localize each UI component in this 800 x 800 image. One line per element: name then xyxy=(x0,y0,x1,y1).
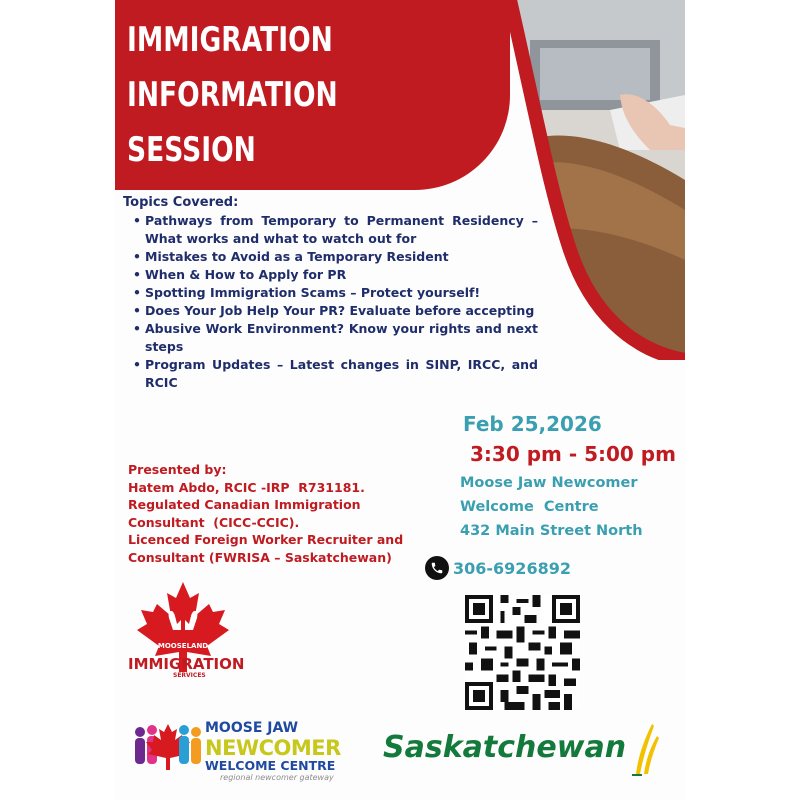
presented-by-label: Presented by: xyxy=(128,462,227,477)
topic-item: • Pathways from Temporary to Permanent Residency – What works and what to watch out for xyxy=(133,212,538,248)
venue-line-2: Welcome Centre xyxy=(460,499,599,515)
saskatchewan-wordmark: Saskatchewan xyxy=(383,730,627,765)
presenter-info xyxy=(128,461,403,566)
flyer xyxy=(115,0,685,800)
venue-line-1: Moose Jaw Newcomer xyxy=(460,475,638,491)
phone-contact xyxy=(425,556,571,580)
nwc-line-2: NEWCOMER xyxy=(205,736,341,760)
topic-item: • When & How to Apply for PR xyxy=(133,266,538,284)
nwc-line-4: regional newcomer gateway xyxy=(220,773,334,782)
phone-number[interactable]: 306-6926892 xyxy=(453,558,571,578)
event-time: 3:30 pm - 5:00 pm xyxy=(470,442,676,466)
nwc-line-3: WELCOME CENTRE xyxy=(205,758,336,773)
title-line-1: IMMIGRATION xyxy=(127,20,333,60)
event-date: Feb 25,2026 xyxy=(463,412,602,436)
title-banner xyxy=(115,0,510,190)
venue-line-3: 432 Main Street North xyxy=(460,523,643,539)
presenter-credential-2: Consultant (CICC-CCIC). xyxy=(128,514,300,530)
presenter-credential-3: Licenced Foreign Worker Recruiter and xyxy=(128,532,404,547)
mooseland-sub-text: SERVICES xyxy=(173,672,206,679)
topic-item: • Mistakes to Avoid as a Temporary Resident xyxy=(133,248,538,266)
qr-code[interactable] xyxy=(465,595,580,710)
title-line-2: INFORMATION xyxy=(127,75,338,115)
topics-heading: Topics Covered: xyxy=(123,195,239,210)
event-venue xyxy=(460,471,643,543)
topics-list xyxy=(133,212,538,392)
title-line-3: SESSION xyxy=(127,130,256,170)
saskatchewan-wheat-icon xyxy=(630,722,660,777)
presenter-credential-4: Consultant (FWRISA – Saskatchewan) xyxy=(128,549,392,565)
mooseland-top-text: MOOSELAND xyxy=(157,642,209,650)
presenter-name: Hatem Abdo, RCIC -IRP R731181. xyxy=(128,479,365,495)
newcomer-people-icon xyxy=(130,720,205,775)
topic-item: • Abusive Work Environment? Know your rights and next steps xyxy=(133,320,538,356)
nwc-line-1: MOOSE JAW xyxy=(205,720,299,736)
topic-item: • Spotting Immigration Scams – Protect yourself! xyxy=(133,284,538,302)
phone-icon xyxy=(425,556,449,580)
mooseland-main-text: IMMIGRATION xyxy=(128,655,245,673)
topic-item: • Does Your Job Help Your PR? Evaluate before accepting xyxy=(133,302,538,320)
presenter-credential-1: Regulated Canadian Immigration xyxy=(128,497,361,512)
topic-item: • Program Updates – Latest changes in SINP, IRCC, and RCIC xyxy=(133,356,538,392)
